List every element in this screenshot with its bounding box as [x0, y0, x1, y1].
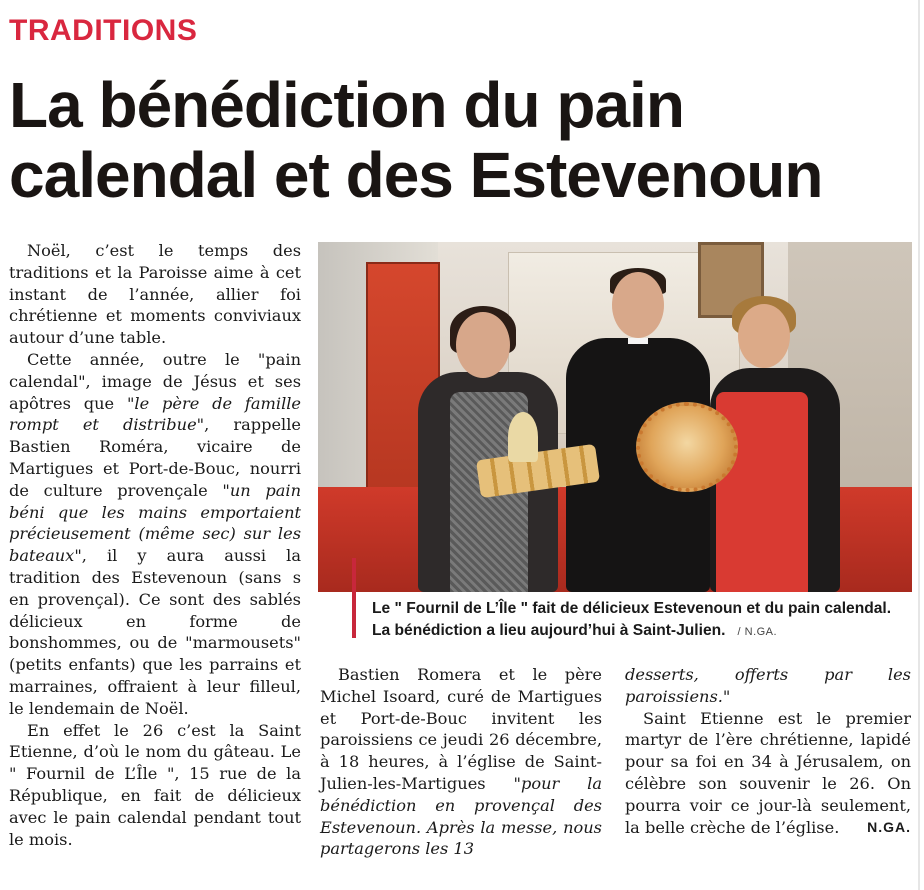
- quote-italic: "pour la bénédiction en provençal des Estevenoun. Après la messe, nous partagerons les 13: [320, 773, 602, 859]
- paragraph: [9, 349, 301, 720]
- caption-text: Le " Fournil de L’Île " fait de délicieux Estevenoun et du pain calendal. La bénédiction a lieu aujourd’hui à Saint-Julien.: [372, 600, 892, 639]
- column-2: [320, 664, 602, 860]
- quote-italic: le père de famille rompt et distribue: [9, 393, 302, 435]
- text-run: Saint Etienne est le premier martyr de l’ère chrétienne, lapidé pour sa foi en 34 à Jérusalem, on célèbre son souvenir le 26. On pourra voir ce jour-là seulement, la belle crèche de l’église.: [625, 708, 911, 837]
- paragraph: [320, 664, 602, 860]
- article-headline: La bénédiction du pain calendal et des Estevenoun: [9, 69, 823, 211]
- head: [456, 312, 510, 378]
- quote-italic: desserts, offerts par les paroissiens.": [625, 665, 911, 706]
- pain-calendal: [636, 402, 738, 492]
- bakery-photo: [318, 242, 912, 592]
- author-signature: N.GA.: [867, 818, 911, 835]
- head: [738, 304, 790, 368]
- head: [612, 272, 664, 338]
- column-rule: [918, 0, 920, 890]
- text-run: ", il y aura aussi la tradition des Estevenoun (sans s en provençal). Ce sont des sablés délicieux en forme de bonshommes, ou de "marmousets" (petits enfants) que les parrains et marraines, offraient à leur filleul, le lendemain de Noël.: [9, 546, 301, 718]
- text-run: Bastien Romera et le père Michel Isoard, curé de Martigues et Port-de-Bouc invitent les paroissiens ce jeudi 26 décembre, à 18 heures, à l’église de Saint-Julien-les-Martigues: [320, 665, 602, 793]
- paragraph: [625, 708, 911, 839]
- photo-caption: [372, 598, 912, 643]
- caption-accent-bar: [352, 558, 356, 638]
- text-run: Cette année, outre le "pain calendal", image de Jésus et ses apôtres que ": [9, 349, 301, 413]
- quote-italic: "un pain béni que les mains emportaient précieusement (même sec) sur les bateaux: [9, 480, 302, 566]
- text-run: ", rappelle Bastien Roméra, vicaire de Martigues et Port-de-Bouc, nourri de culture provençale: [9, 415, 301, 500]
- photo-credit: / N.GA.: [737, 626, 778, 638]
- paragraph: Noël, c’est le temps des traditions et la Paroisse aime à cet instant de l’année, allier foi chrétienne et moments conviviaux autour d’une table.: [9, 241, 301, 348]
- collar: [628, 338, 648, 344]
- section-kicker: TRADITIONS: [9, 14, 198, 47]
- paragraph: En effet le 26 c’est la Saint Etienne, d’où le nom du gâteau. Le " Fournil de L’Île ", 15 rue de la République, en fait de délicieux avec le pain calendal pendant tout le mois.: [9, 720, 301, 849]
- column-3: [625, 664, 911, 838]
- column-1: [9, 240, 301, 850]
- cookie-figure: [508, 412, 538, 462]
- paragraph: [625, 664, 911, 708]
